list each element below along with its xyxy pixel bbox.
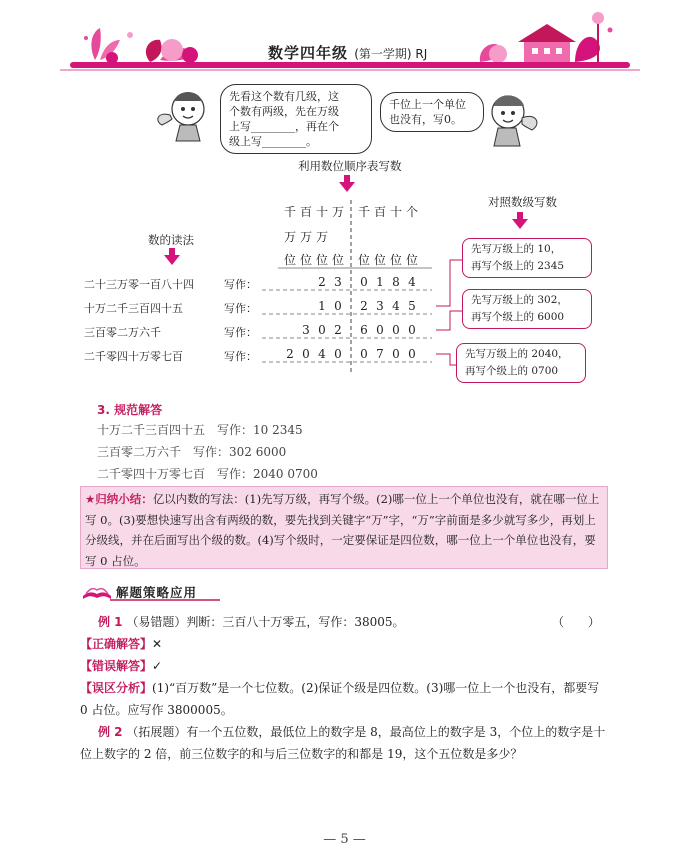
row-digit: 3 bbox=[334, 275, 342, 289]
wrong-answer-line bbox=[80, 655, 610, 677]
row-reading: 三百零二万六千 bbox=[84, 326, 161, 339]
bubble-line: 上写________，再在个 bbox=[229, 120, 339, 133]
place-header-cell: 位 bbox=[357, 253, 370, 267]
place-header-cell: 万 bbox=[283, 230, 296, 244]
note-line: 再写个级上的 0700 bbox=[465, 365, 559, 377]
strategy-section-header bbox=[80, 580, 198, 606]
row-digit: 0 bbox=[408, 323, 416, 337]
row-digit: 5 bbox=[408, 299, 416, 313]
example-2-text: （拓展题）有一个五位数，最低位上的数字是 8，最高位上的数字是 3，个位上的数字是十位上数字的 2 倍，前三位数字的和与后三位数字的和都是 19，这个五位数是多少？ bbox=[80, 725, 606, 761]
example-1-label: 例 1 bbox=[98, 615, 123, 629]
reading-label: 数的读法 bbox=[148, 233, 194, 247]
row-digit: 0 bbox=[392, 323, 400, 337]
answer-blank: （ ） bbox=[551, 615, 600, 629]
diagram-lines bbox=[0, 0, 689, 400]
bubble-line: 级上写________。 bbox=[229, 135, 317, 148]
row-digit: 0 bbox=[334, 347, 342, 361]
bubble-line: 先看这个数有几级，这 bbox=[229, 90, 339, 103]
book-icon bbox=[80, 580, 114, 602]
analysis-label: 【误区分析】 bbox=[80, 681, 153, 695]
row-digit: 0 bbox=[334, 299, 342, 313]
answer-line: 三百零二万六千 写作：302 6000 bbox=[97, 445, 287, 459]
page-number: — 5 — bbox=[323, 832, 366, 847]
bubble-line: 千位上一个单位 bbox=[389, 98, 466, 111]
row-digit: 2 bbox=[334, 323, 342, 337]
row-write-label: 写作： bbox=[224, 326, 257, 339]
check-mark-icon: ✓ bbox=[152, 659, 163, 673]
correct-answer-line bbox=[80, 633, 610, 655]
book-title-subtitle: (第一学期) RJ bbox=[354, 47, 428, 61]
row-digit: 0 bbox=[376, 323, 384, 337]
place-header-cell: 万 bbox=[299, 230, 312, 244]
bubble-line: 也没有，写0。 bbox=[389, 113, 462, 126]
answer-line: 二千零四十万零七百 写作：2040 0700 bbox=[97, 467, 318, 481]
note-box bbox=[462, 238, 592, 278]
misconception-analysis bbox=[80, 677, 610, 721]
row-digit: 0 bbox=[392, 347, 400, 361]
place-header-cell: 位 bbox=[315, 253, 328, 267]
row-write-label: 写作： bbox=[224, 350, 257, 363]
place-header-cell: 位 bbox=[405, 253, 418, 267]
row-digit: 3 bbox=[376, 299, 384, 313]
row-digit: 7 bbox=[376, 347, 384, 361]
row-digit: 0 bbox=[318, 323, 326, 337]
row-write-label: 写作： bbox=[224, 302, 257, 315]
note-line: 先写万级上的 10， bbox=[471, 243, 562, 255]
example-2-label: 例 2 bbox=[98, 725, 123, 739]
book-title-main: 数学四年级 bbox=[268, 44, 349, 62]
row-digit: 6 bbox=[360, 323, 368, 337]
example-1-question bbox=[80, 611, 610, 633]
place-header-cell: 千 bbox=[283, 205, 296, 219]
place-header-cell: 位 bbox=[389, 253, 402, 267]
place-header-cell: 万 bbox=[315, 230, 328, 244]
note-box bbox=[456, 343, 586, 383]
row-digit: 2 bbox=[318, 275, 326, 289]
summary-box bbox=[80, 486, 608, 569]
summary-text: 亿以内数的写法：(1)先写万级，再写个级。(2)哪一位上一个单位也没有，就在哪一位上写 0。(3)要想快速写出含有两级的数，要先找到关键字“万”字，“万”字前面是多少就写多少，再划上分级线，并在后面写出个级的数。(4)写个级时，一定要保证是四位数，哪一位上一个单位也没有，要写 0 占位。 bbox=[85, 492, 600, 568]
row-digit: 0 bbox=[302, 347, 310, 361]
example-2-question bbox=[80, 721, 610, 765]
summary-heading: ★归纳小结： bbox=[85, 492, 153, 506]
row-digit: 8 bbox=[392, 275, 400, 289]
place-header-cell: 万 bbox=[331, 205, 344, 219]
row-reading: 十万二千三百四十五 bbox=[84, 302, 183, 315]
row-digit: 2 bbox=[286, 347, 294, 361]
place-header-cell: 十 bbox=[315, 205, 328, 219]
place-header-cell: 百 bbox=[299, 205, 312, 219]
place-header-cell: 位 bbox=[283, 253, 296, 267]
row-digit: 2 bbox=[360, 299, 368, 313]
row-digit: 0 bbox=[360, 275, 368, 289]
answer-line: 十万二千三百四十五 写作：10 2345 bbox=[97, 423, 303, 437]
place-header-cell: 千 bbox=[357, 205, 370, 219]
strategy-title: 解题策略应用 bbox=[116, 585, 198, 600]
method-label: 利用数位顺序表写数 bbox=[298, 159, 402, 173]
note-line: 先写万级上的 2040， bbox=[465, 348, 569, 360]
place-header-cell: 百 bbox=[373, 205, 386, 219]
example-1-text: （易错题）判断：三百八十万零五，写作：38005。 bbox=[126, 615, 405, 629]
bubble-line: 个数有两级，先在万级 bbox=[229, 105, 339, 118]
compare-label: 对照数级写数 bbox=[488, 195, 557, 209]
row-digit: 1 bbox=[318, 299, 326, 313]
note-line: 再写个级上的 2345 bbox=[471, 260, 565, 272]
place-header-cell: 位 bbox=[299, 253, 312, 267]
cross-mark-icon: ✕ bbox=[152, 637, 163, 651]
note-line: 先写万级上的 302， bbox=[471, 294, 568, 306]
note-line: 再写个级上的 6000 bbox=[471, 311, 565, 323]
row-write-label: 写作： bbox=[224, 278, 257, 291]
row-digit: 4 bbox=[318, 347, 326, 361]
wrong-answer-label: 【错误解答】 bbox=[80, 659, 153, 673]
place-header-cell: 十 bbox=[389, 205, 402, 219]
row-digit: 4 bbox=[392, 299, 400, 313]
place-header-cell: 位 bbox=[331, 253, 344, 267]
row-digit: 1 bbox=[376, 275, 384, 289]
correct-answer-label: 【正确解答】 bbox=[80, 637, 153, 651]
row-reading: 二十三万零一百八十四 bbox=[84, 278, 194, 291]
answers-title: 3. 规范解答 bbox=[97, 403, 163, 417]
row-digit: 4 bbox=[408, 275, 416, 289]
row-reading: 二千零四十万零七百 bbox=[84, 350, 183, 363]
row-digit: 0 bbox=[408, 347, 416, 361]
place-header-cell: 个 bbox=[405, 205, 418, 219]
row-digit: 3 bbox=[302, 323, 310, 337]
analysis-text: (1)“百万数”是一个七位数。(2)保证个级是四位数。(3)哪一位上一个也没有，都要写 0 占位。应写作 3800005。 bbox=[80, 681, 600, 717]
place-header-cell: 位 bbox=[373, 253, 386, 267]
row-digit: 0 bbox=[360, 347, 368, 361]
note-box bbox=[462, 289, 592, 329]
